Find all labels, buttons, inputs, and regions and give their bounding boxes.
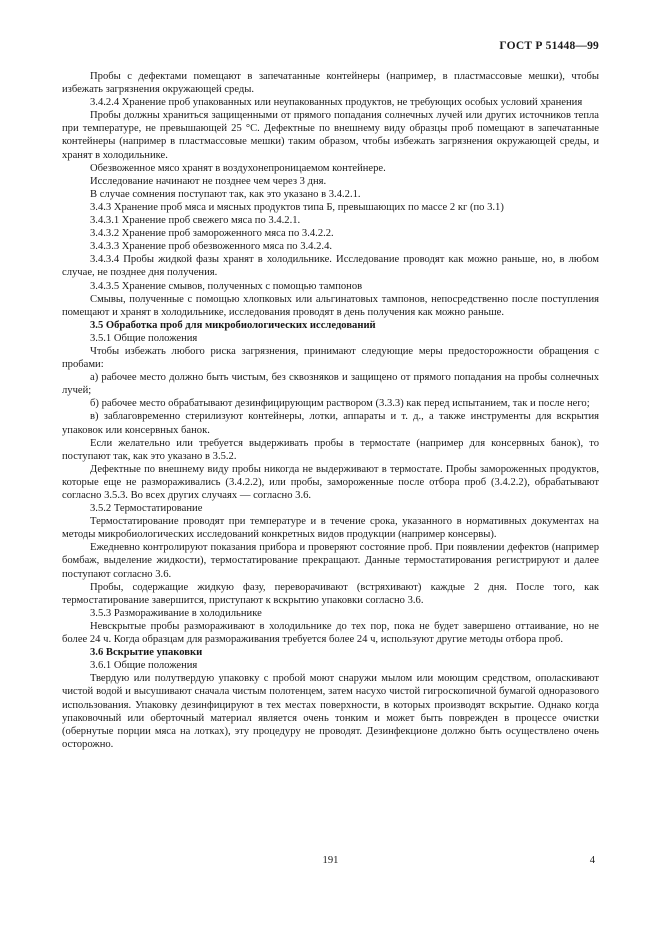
paragraph: а) рабочее место должно быть чистым, без сквозняков и защищено от прямого попадания на пробы солнечных лучей;: [62, 372, 599, 397]
paragraph: 3.4.3.5 Хранение смывов, полученных с помощью тампонов: [90, 280, 363, 292]
paragraph: в) заблаговременно стерилизуют контейнеры, лотки, аппараты и т. д., а также инструменты для вскрытия упаковок или консервных банок.: [62, 411, 599, 436]
paragraph: Смывы, полученные с помощью хлопковых или альгинатовых тампонов, непосредственно после поступления помещают и хранят в холодильнике, исследования проводят в день получения как можно раньше.: [62, 293, 599, 318]
paragraph: 3.4.3 Хранение проб мяса и мясных продуктов типа Б, превышающих по массе 2 кг (по 3.1): [90, 201, 504, 213]
paragraph: Чтобы избежать любого риска загрязнения, принимают следующие меры предосторожности обращения с пробами:: [62, 345, 599, 371]
paragraph: 3.6.1 Общие положения: [90, 660, 198, 672]
paragraph: Если желательно или требуется выдерживать пробы в термостате (например для консервных банок), то поступают так, как это указано в 3.5.2.: [62, 437, 599, 462]
paragraph: Невскрытые пробы размораживают в холодильнике до тех пор, пока не будет завершено оттаивание, но не более 24 ч. Когда образцам для размораживания требуется более 24 ч, используют другие методы отбора проб.: [62, 620, 599, 646]
paragraph: 3.4.3.1 Хранение проб свежего мяса по 3.4.2.1.: [90, 215, 301, 227]
page-number: 191: [322, 855, 339, 866]
section-heading: 3.5 Обработка проб для микробиологических исследований: [90, 319, 376, 331]
sheet-number: 4: [589, 855, 595, 866]
paragraph: В случае сомнения поступают так, как это указано в 3.4.2.1.: [90, 188, 361, 200]
paragraph: Ежедневно контролируют показания прибора и проверяют состояние проб. При появлении дефектов (например бомбаж, выделение жидкости), термостатирование прекращают. Данные термостатирования регистрируют и далее поступают согласно 3.6.: [62, 542, 599, 580]
paragraph: Обезвоженное мясо хранят в воздухонепроницаемом контейнере.: [90, 162, 386, 174]
document-body: [62, 70, 599, 751]
paragraph: Пробы должны храниться защищенными от прямого попадания солнечных лучей или других источников тепла при температуре, не превышающей 25 °С. Дефектные по внешнему виду образцы проб помещают в запечатанные контейнеры (например в пластмассовые мешки) таким образом, чтобы избежать загрязнения окружающей среды, и хранят в холодильнике.: [62, 110, 599, 161]
paragraph: Дефектные по внешнему виду пробы никогда не выдерживают в термостате. Пробы замороженных продуктов, которые еще не размораживались (3.4.2.2), или пробы, замороженные после отбора проб (3.4.2.2), обрабатывают согласно 3.5.3. Во всех других случаях — согласно 3.6.: [62, 463, 599, 501]
paragraph: Термостатирование проводят при температуре и в течение срока, указанного в нормативных документах на методы микробиологических исследований конкретных видов продукции (например консервы).: [62, 516, 599, 541]
paragraph: 3.4.3.3 Хранение проб обезвоженного мяса по 3.4.2.4.: [90, 241, 333, 253]
paragraph: Пробы с дефектами помещают в запечатанные контейнеры (например, в пластмассовые мешки), чтобы избежать загрязнения окружающей среды.: [62, 71, 599, 96]
paragraph: Исследование начинают не позднее чем через 3 дня.: [90, 175, 327, 187]
paragraph: 3.5.2 Термостатирование: [90, 503, 203, 515]
paragraph: 3.4.3.4 Пробы жидкой фазы хранят в холодильнике. Исследование проводят как можно раньше, но, в любом случае, не позднее дня получения.: [62, 254, 599, 279]
paragraph: Твердую или полутвердую упаковку с пробой моют снаружи мылом или моющим средством, ополаскивают чистой водой и высушивают сначала чистым полотенцем, затем насухо чистой гигроскопичной бумагой одноразового использования. Упаковку дезинфицируют в тех местах поверхности, в которых производят вскрытие. Однако когда упаковочный или оберточный материал является очень тонким и может быть поврежден в процессе очистки (обернутые порции мяса на лотках), эту процедуру не проводят. Дезинфекционе должно быть осуществлено очень осторожно.: [62, 673, 599, 750]
paragraph: б) рабочее место обрабатывают дезинфицирующим раствором (3.3.3) как перед испытанием, так и после него;: [90, 398, 590, 410]
paragraph: 3.5.3 Размораживание в холодильнике: [90, 607, 262, 619]
paragraph: 3.4.2.4 Хранение проб упакованных или неупакованных продуктов, не требующих особых условий хранения: [90, 97, 583, 109]
paragraph: Пробы, содержащие жидкую фазу, переворачивают (встряхивают) каждые 2 дня. После того, как термостатирование завершится, приступают к вскрытию упаковки согласно 3.6.: [62, 581, 599, 606]
document-code: ГОСТ Р 51448—99: [499, 40, 599, 52]
paragraph: 3.4.3.2 Хранение проб замороженного мяса по 3.4.2.2.: [90, 228, 334, 240]
section-heading: 3.6 Вскрытие упаковки: [90, 647, 203, 659]
paragraph: 3.5.1 Общие положения: [90, 332, 198, 344]
